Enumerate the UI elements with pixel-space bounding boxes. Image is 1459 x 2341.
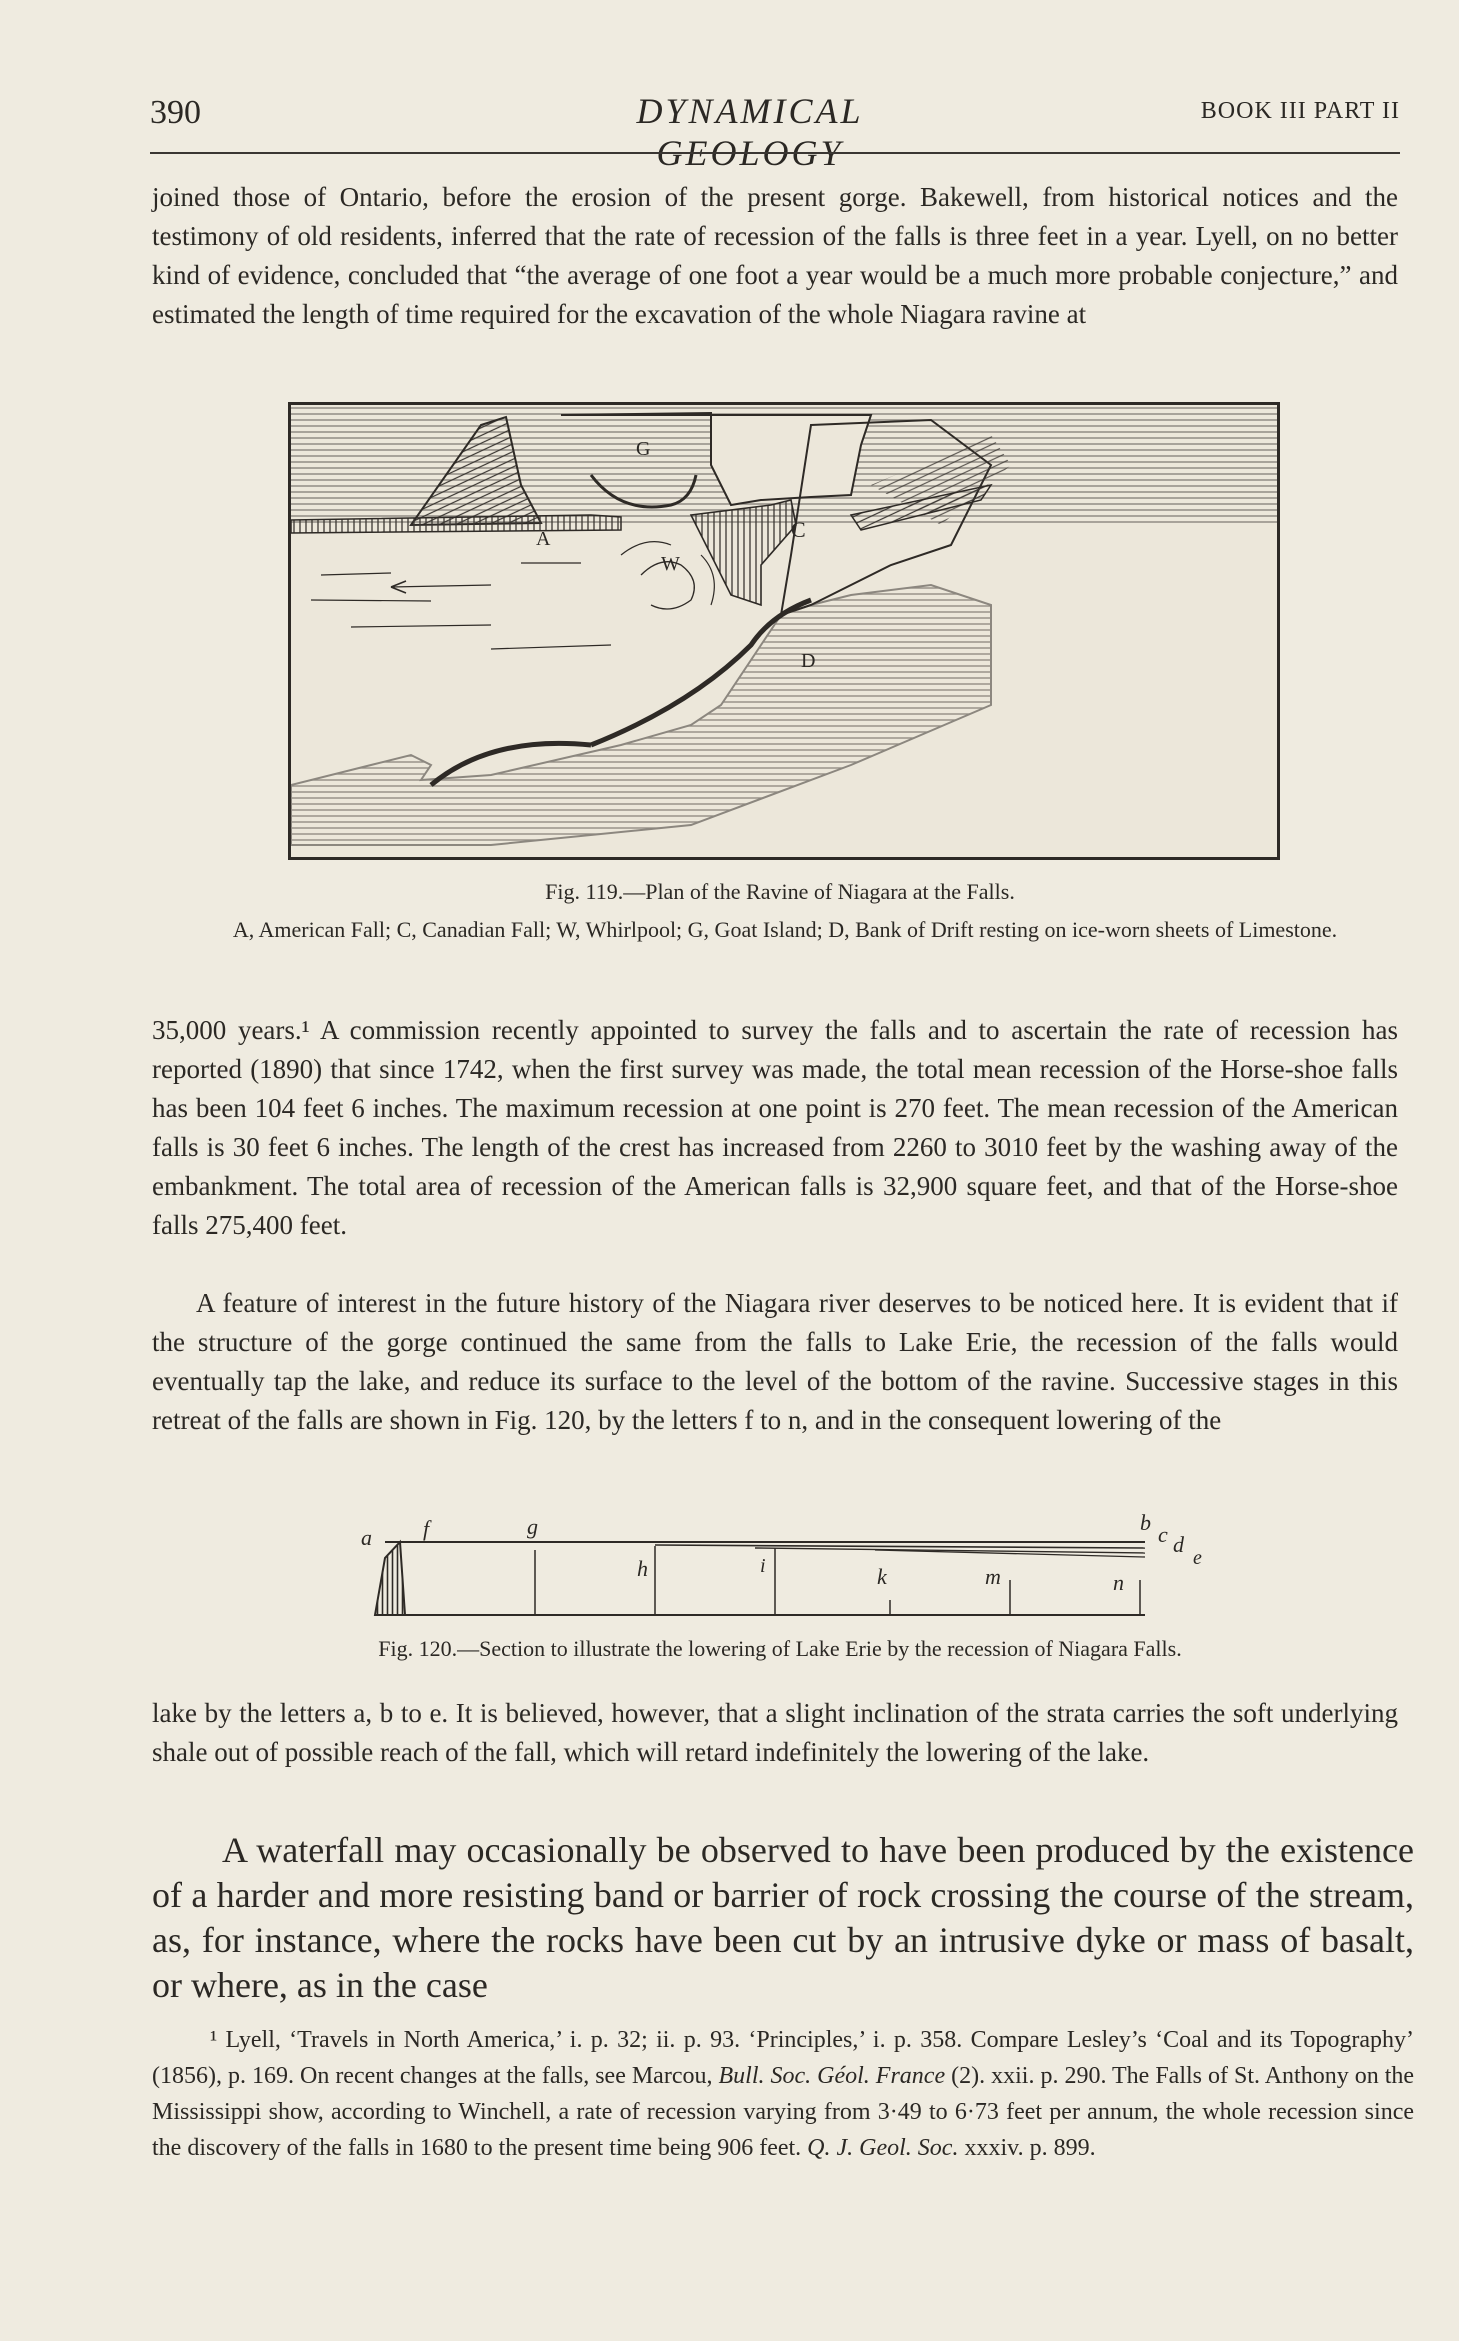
figure-119-caption-body: A, American Fall; C, Canadian Fall; W, Whirlpool; G, Goat Island; D, Bank of Drift resting on ice-worn sheets of Limestone. — [232, 917, 1338, 942]
section-letter-e: e — [1193, 1547, 1202, 1569]
book-part-label: BOOK III PART II — [1200, 98, 1400, 124]
paragraph-4: lake by the letters a, b to e. It is believed, however, that a slight inclination of the strata carries the soft underlying shale out of possible reach of the fall, which will retard indefinitely the lowering of the lake. — [152, 1698, 1398, 1767]
section-letter-d: d — [1173, 1532, 1184, 1557]
section-letter-h: h — [637, 1556, 648, 1581]
figure-119-niagara-ravine-plan — [288, 402, 1280, 860]
figure-119-caption-title: Fig. 119.—Plan of the Ravine of Niagara at the Falls. — [545, 879, 1015, 904]
section-letter-m: m — [985, 1564, 1001, 1589]
section-letter-a: a — [361, 1525, 372, 1550]
footnote-journal-2: Q. J. Geol. Soc. — [807, 2135, 959, 2161]
figure-120-caption: Fig. 120.—Section to illustrate the lowering of Lake Erie by the recession of Niagara Falls. — [378, 1636, 1182, 1661]
footnote-journal-1: Bull. Soc. Géol. France — [718, 2063, 946, 2089]
footnote-text-part-3: xxxiv. p. 899. — [964, 2135, 1096, 2161]
flow-line — [311, 600, 431, 601]
figure-label-g: G — [636, 438, 651, 460]
canadian-fall-face — [691, 500, 796, 605]
section-letter-n: n — [1113, 1570, 1124, 1595]
running-title: DYNAMICAL GEOLOGY — [636, 91, 864, 173]
footnote-text-part-2: (2). xxii. p. 290. The Falls of St. Anthony on the Mississippi show, according to Winchell, a rate of recession varying from 3·49 to 6·73 feet per annum, the whole recession since the discovery of the falls in 1680 to the present time being 906 feet. — [152, 2063, 1415, 2161]
footnote-1 — [152, 2022, 1414, 2166]
footnote-marker: ¹ — [210, 2027, 218, 2053]
flow-line — [491, 645, 611, 649]
section-drawing — [355, 1500, 1225, 1630]
ravine-plan-drawing — [291, 405, 1277, 857]
section-letter-f: f — [423, 1516, 430, 1541]
flow-line — [321, 573, 391, 575]
page-header — [150, 86, 1400, 173]
figure-label-a: A — [536, 528, 551, 550]
footnote-text-part-1: Lyell, ‘Travels in North America,’ i. p. 32; ii. p. 93. ‘Principles,’ i. p. 358. Compare Lesley’s ‘Coal and its Topography’ (1856), p. 169. On recent changes at the falls, see Marcou, — [152, 2027, 1415, 2089]
section-letter-c: c — [1158, 1522, 1168, 1547]
page-number: 390 — [150, 94, 201, 131]
section-letter-g: g — [527, 1514, 538, 1539]
falls-block — [375, 1542, 405, 1615]
figure-label-w: W — [661, 553, 680, 575]
drift-bank-d — [291, 585, 991, 845]
section-letter-b: b — [1140, 1510, 1151, 1535]
paragraph-5-large: A waterfall may occasionally be observed to have been produced by the existence of a harder and more resisting band or barrier of rock crossing the course of the stream, as, for instance, where the rocks have been cut by an intrusive dyke or mass of basalt, or where, as in the case — [152, 1830, 1414, 2005]
figure-label-c: C — [791, 517, 806, 542]
paragraph-3: A feature of interest in the future history of the Niagara river deserves to be noticed here. It is evident that if the structure of the gorge continued the same from the falls to Lake Erie, the recession of the falls would eventually tap the lake, and reduce its surface to the level of the bottom of the ravine. Successive stages in this retreat of the falls are shown in Fig. 120, by the letters f to n, and in the consequent lowering of the — [152, 1288, 1398, 1435]
paragraph-1: joined those of Ontario, before the erosion of the present gorge. Bakewell, from historical notices and the testimony of old residents, inferred that the rate of recession of the falls is three feet in a year. Lyell, on no better kind of evidence, concluded that “the average of one foot a year would be a much more probable conjecture,” and estimated the length of time required for the excavation of the whole Niagara ravine at — [152, 182, 1398, 329]
section-letter-i: i — [760, 1555, 766, 1577]
figure-120-lake-erie-section — [355, 1500, 1225, 1630]
paragraph-2: 35,000 years.¹ A commission recently appointed to survey the falls and to ascertain the rate of recession has reported (1890) that since 1742, when the first survey was made, the total mean recession of the Horse-shoe falls has been 104 feet 6 inches. The maximum recession at one point is 270 feet. The mean recession of the American falls is 30 feet 6 inches. The length of the crest has increased from 2260 to 3010 feet by the washing away of the embankment. The total area of recession of the American falls is 32,900 square feet, and that of the Horse-shoe falls 275,400 feet. — [152, 1015, 1398, 1240]
lowering-line-1 — [655, 1545, 1145, 1548]
flow-line — [351, 625, 491, 627]
whirlpool-swirl — [701, 555, 714, 605]
flow-arrow-line — [391, 585, 491, 587]
section-letter-k: k — [877, 1564, 887, 1589]
header-rule — [150, 152, 1400, 154]
figure-label-d: D — [801, 650, 816, 672]
